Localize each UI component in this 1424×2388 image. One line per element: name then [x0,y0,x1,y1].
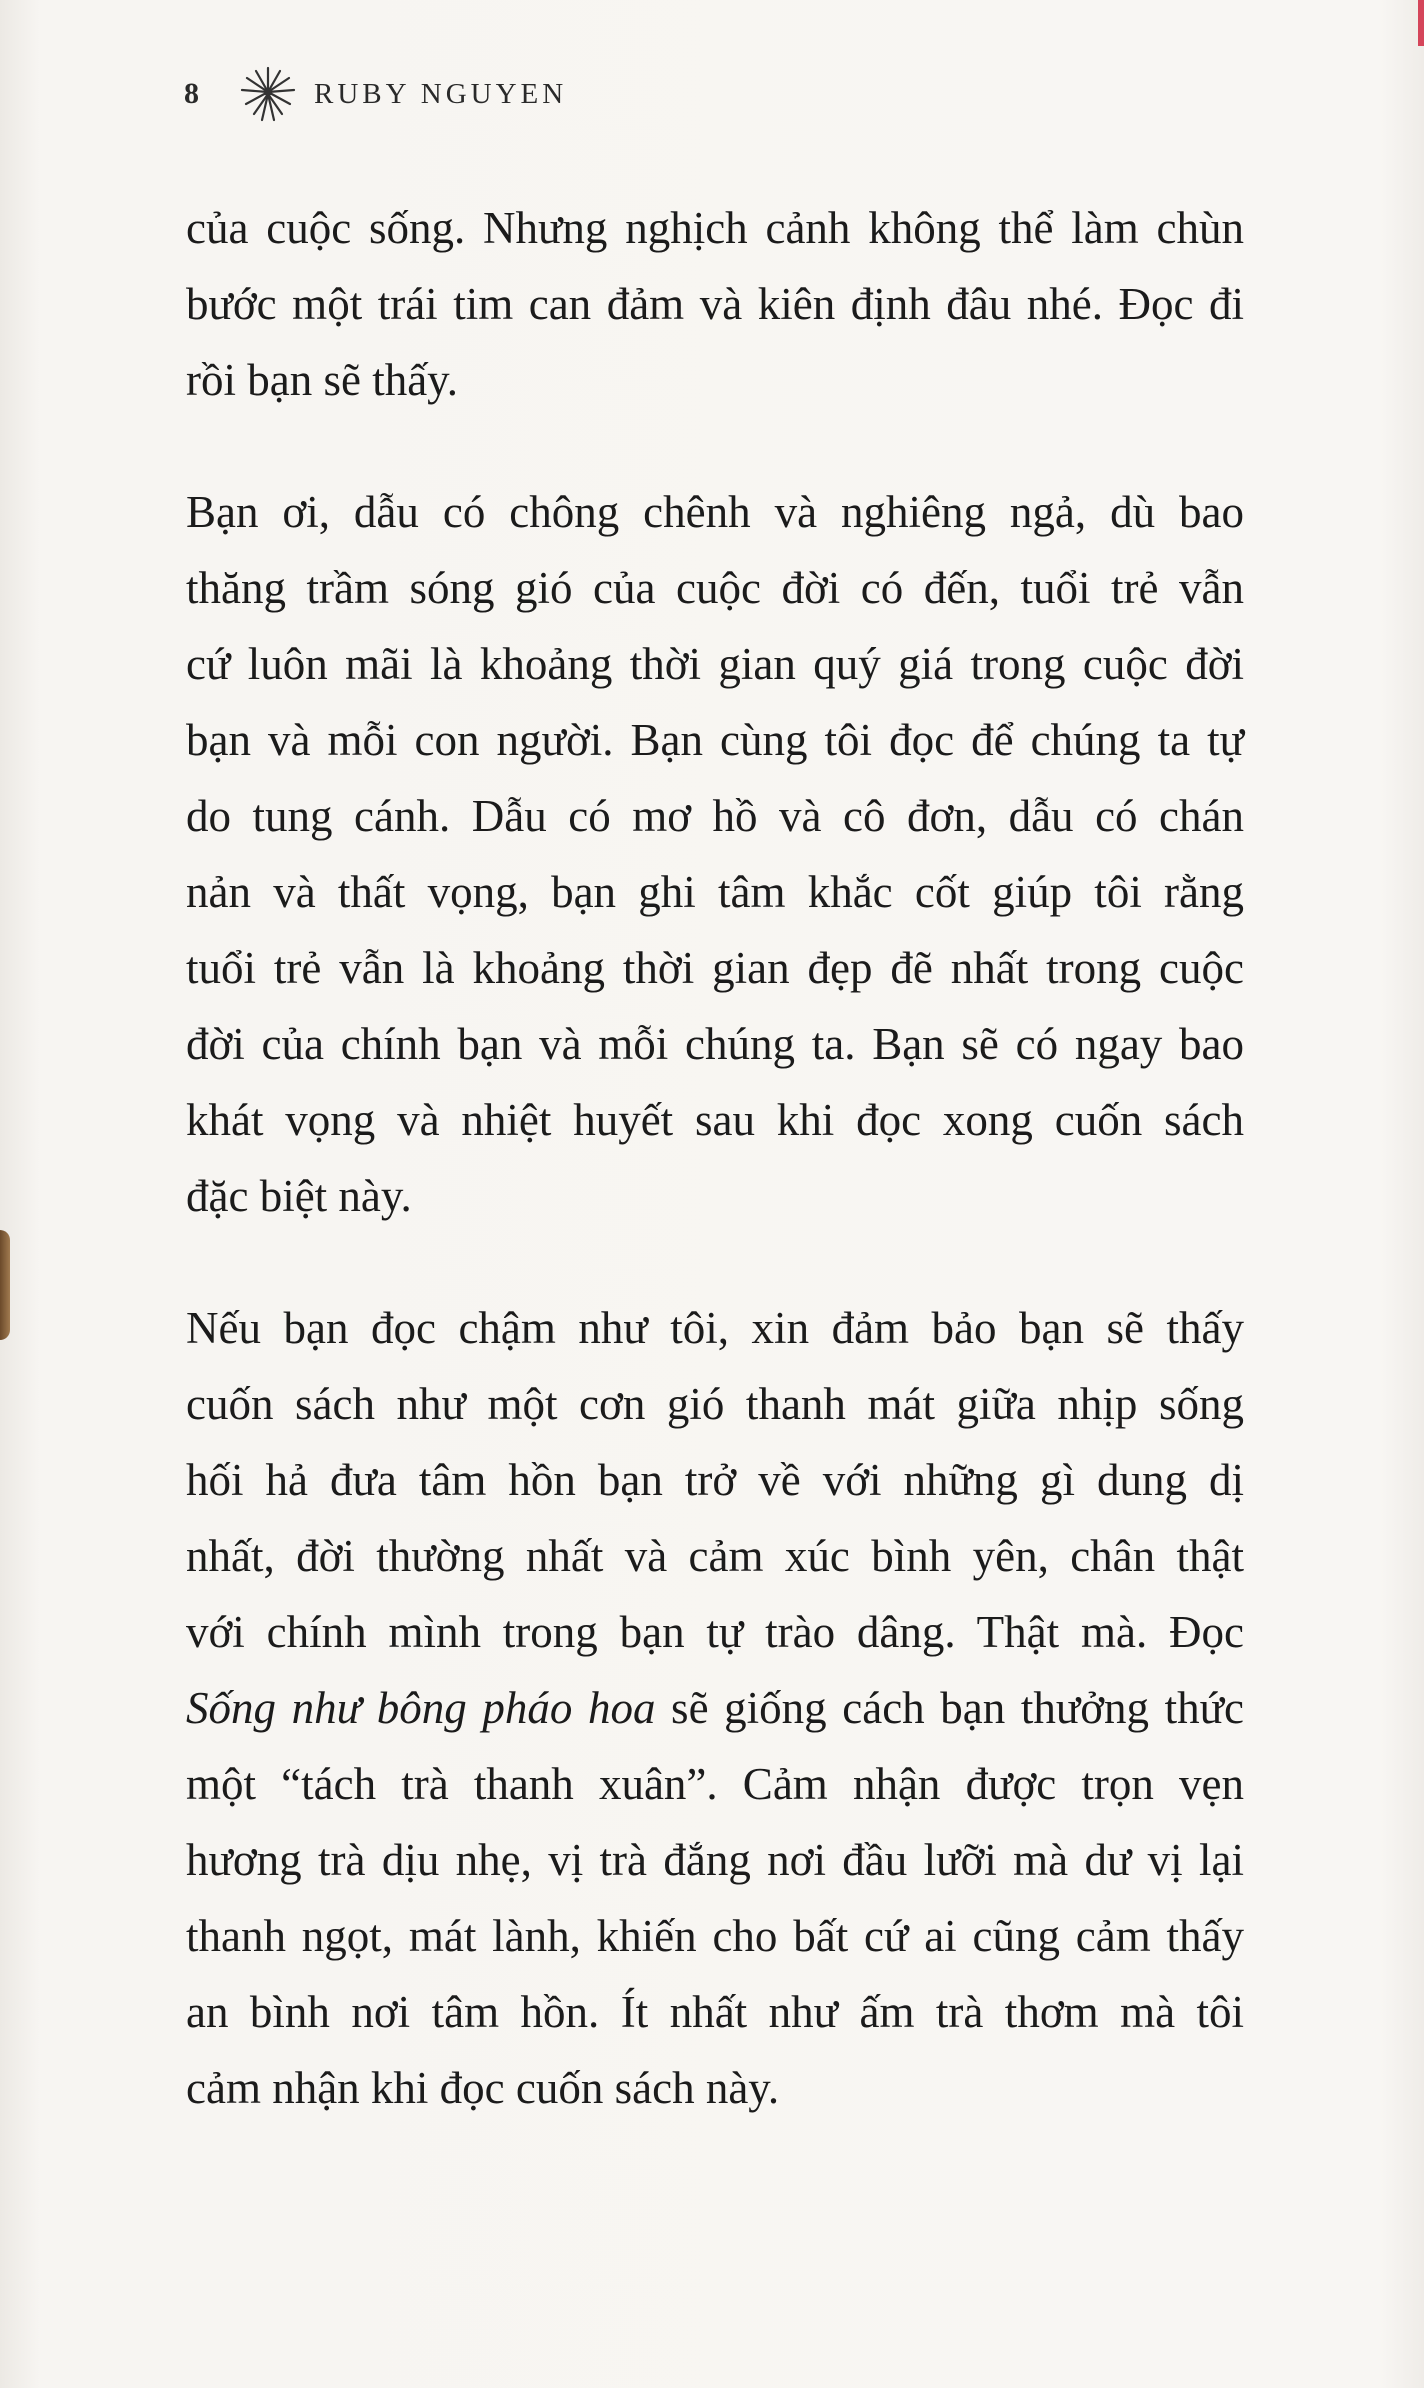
text-line: thăng trầm sóng gió của cuộc đời có đến, tuổi trẻ vẫn [186,563,1244,613]
paragraph-1 [186,190,1244,418]
text-line: hối hả đưa tâm hồn bạn trở về với những gì dung dị [186,1455,1244,1505]
text-line: cứ luôn mãi là khoảng thời gian quý giá trong cuộc đời [186,639,1244,689]
text-line: Nếu bạn đọc chậm như tôi, xin đảm bảo bạn sẽ thấy [186,1303,1244,1353]
running-header [184,62,567,126]
text-line: của cuộc sống. Nhưng nghịch cảnh không thể làm chùn [186,203,1244,253]
firework-burst-icon [236,62,300,126]
text-line: một “tách trà thanh xuân”. Cảm nhận được trọn vẹn [186,1759,1244,1809]
paragraph-2 [186,474,1244,1234]
text-line: tuổi trẻ vẫn là khoảng thời gian đẹp đẽ nhất trong cuộc [186,943,1244,993]
text-line: cuốn sách như một cơn gió thanh mát giữa nhịp sống [186,1379,1244,1429]
text-line: bước một trái tim can đảm và kiên định đâu nhé. Đọc đi [186,279,1244,329]
body-text [186,190,1244,2126]
text-line: do tung cánh. Dẫu có mơ hồ và cô đơn, dẫu có chán [186,791,1244,841]
text-line: nhất, đời thường nhất và cảm xúc bình yên, chân thật [186,1531,1244,1581]
author-name: RUBY NGUYEN [314,77,568,110]
text-line: đời của chính bạn và mỗi chúng ta. Bạn sẽ có ngay bao [186,1019,1244,1069]
text-line: an bình nơi tâm hồn. Ít nhất như ấm trà thơm mà tôi [186,1987,1244,2037]
text-line: với chính mình trong bạn tự trào dâng. Thật mà. Đọc [186,1607,1244,1657]
text-fragment: sẽ giống cách bạn thưởng thức [655,1683,1244,1733]
text-line: thanh ngọt, mát lành, khiến cho bất cứ ai cũng cảm thấy [186,1911,1244,1961]
text-line: khát vọng và nhiệt huyết sau khi đọc xong cuốn sách [186,1095,1244,1145]
page-edge-shadow [0,1230,10,1340]
book-title: Sống như bông pháo hoa [186,1683,656,1733]
text-line: bạn và mỗi con người. Bạn cùng tôi đọc để chúng ta tự [186,715,1244,765]
text-line: đặc biệt này. [186,1171,412,1221]
page-number: 8 [184,77,199,110]
text-line: rồi bạn sẽ thấy. [186,355,458,405]
text-line: Bạn ơi, dẫu có chông chênh và nghiêng ngả, dù bao [186,487,1244,537]
text-line: hương trà dịu nhẹ, vị trà đắng nơi đầu lưỡi mà dư vị lại [186,1835,1244,1885]
text-line: nản và thất vọng, bạn ghi tâm khắc cốt giúp tôi rằng [186,867,1244,917]
paragraph-3 [186,1290,1244,2126]
text-line-with-book-title [186,1670,1244,1746]
text-line: cảm nhận khi đọc cuốn sách này. [186,2063,780,2113]
page-corner-mark [1418,0,1424,46]
